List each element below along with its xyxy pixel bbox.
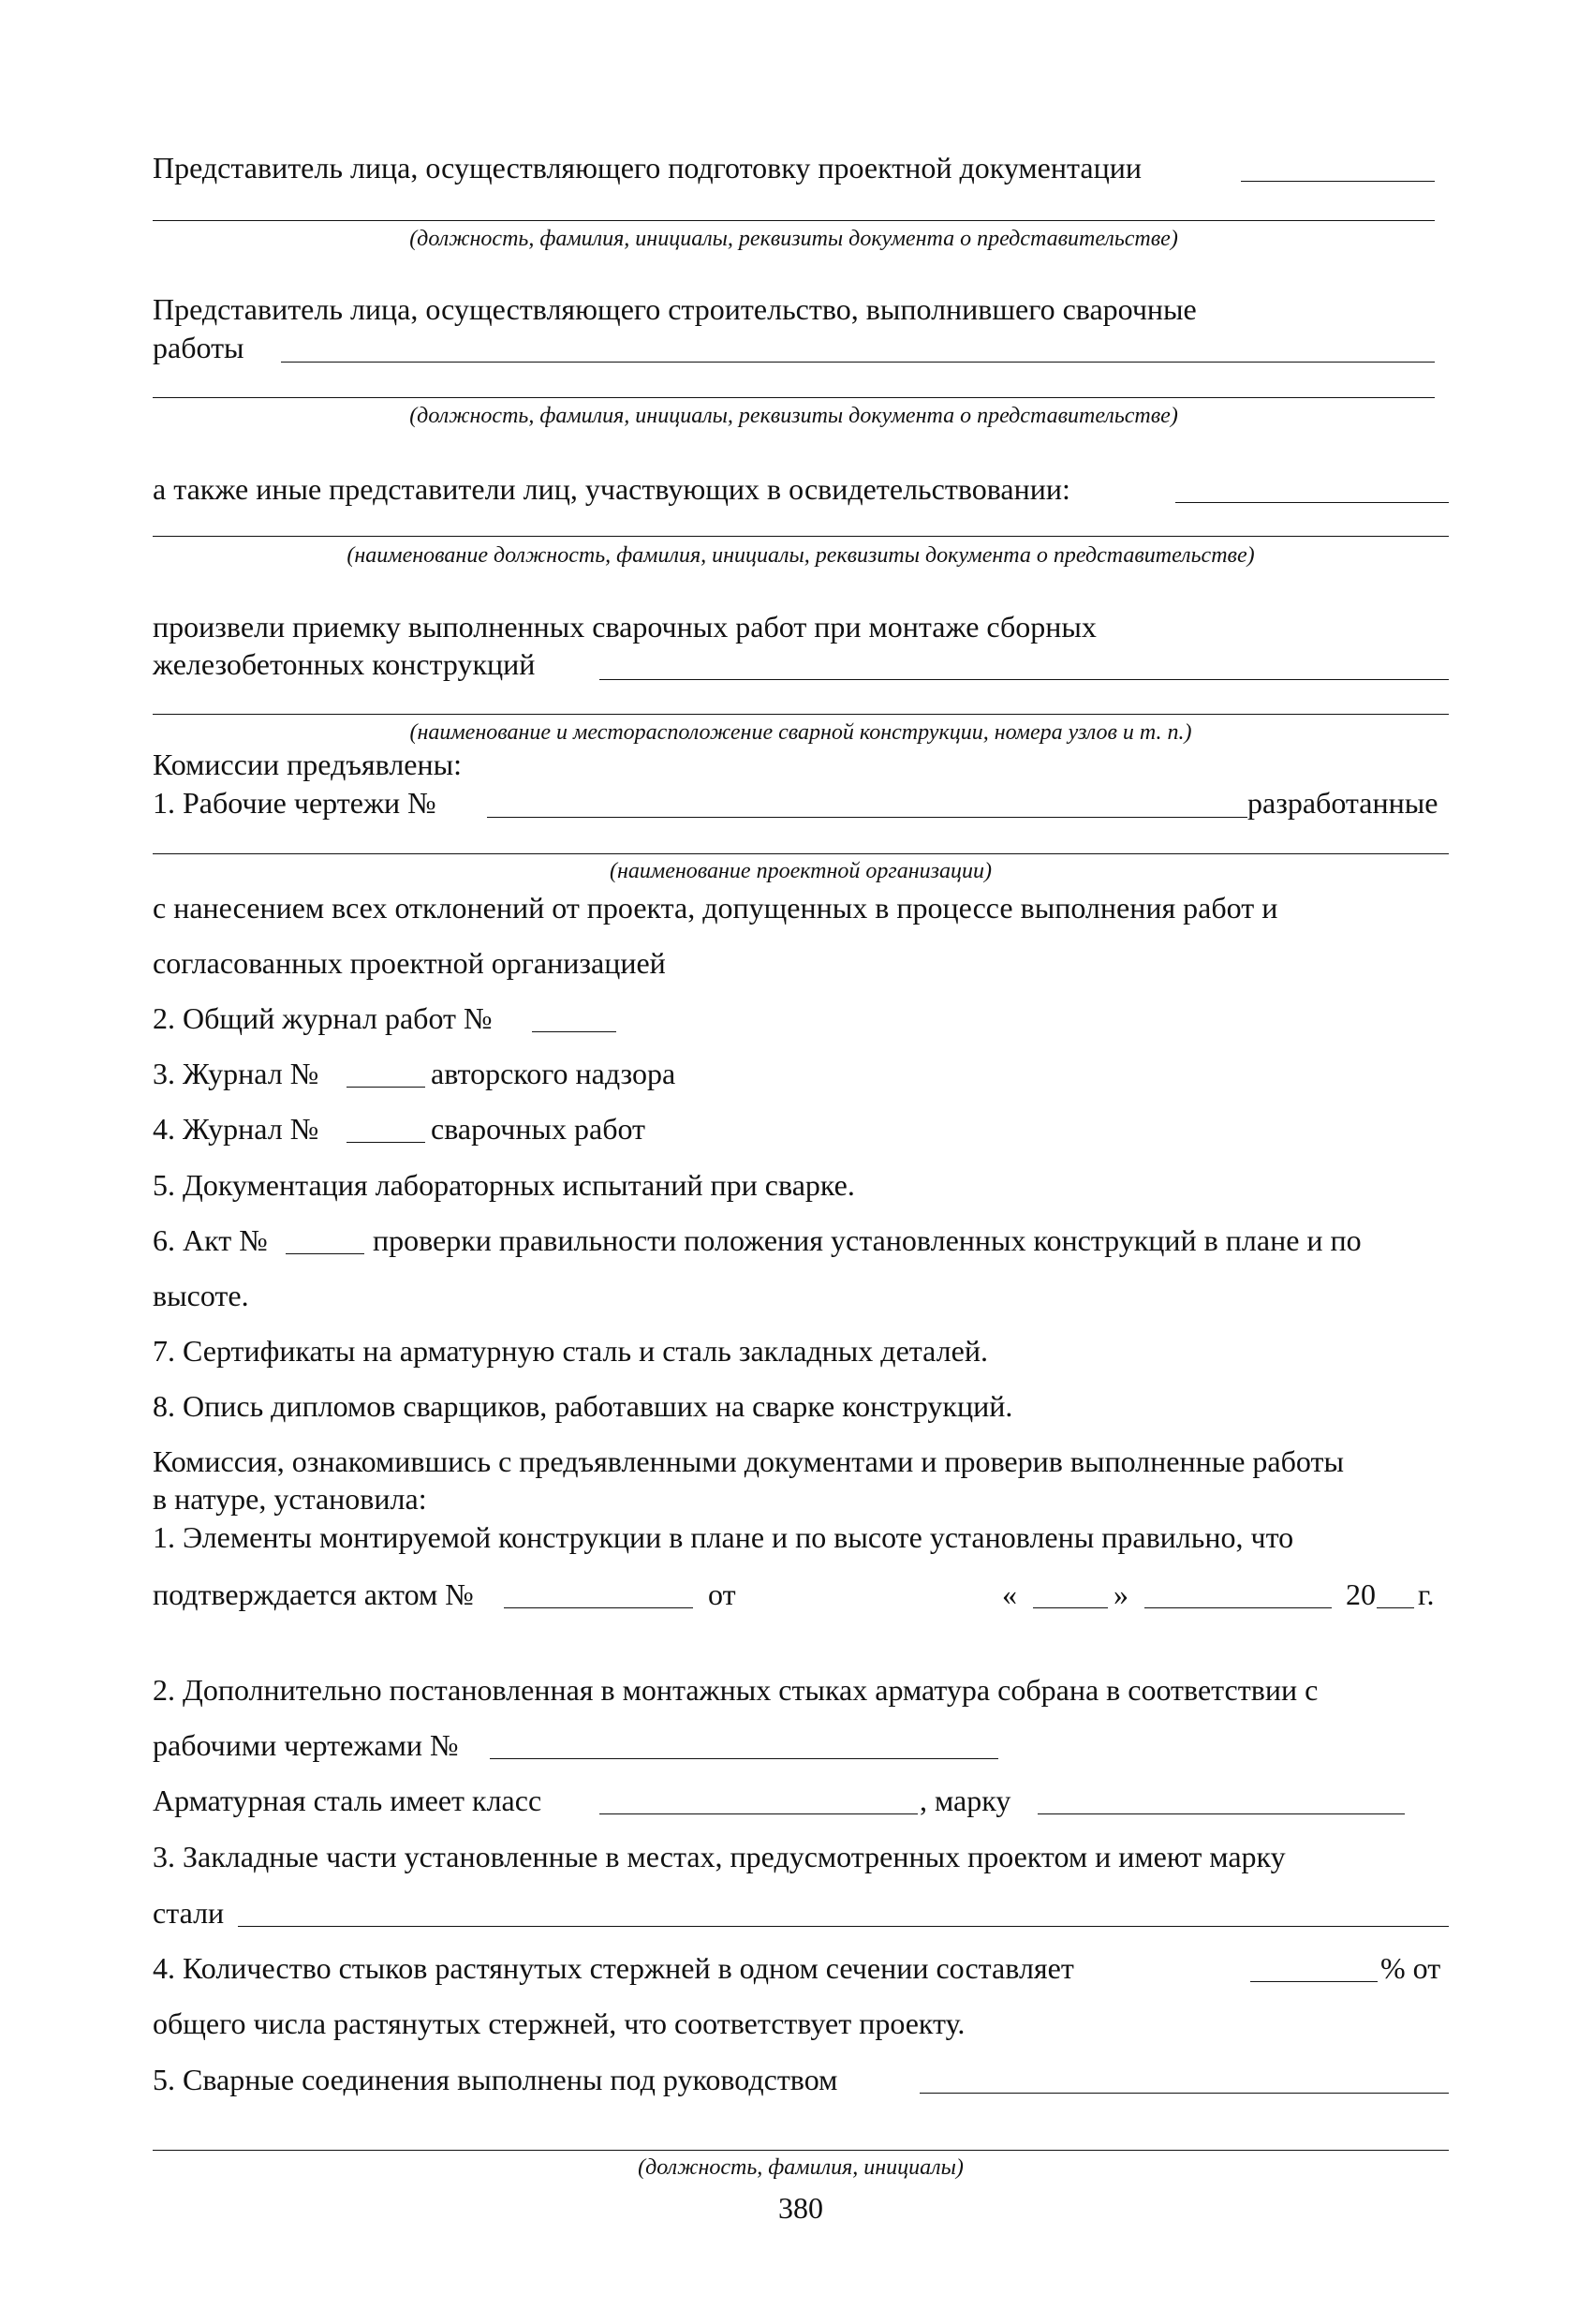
caption-other-representatives: (наименование должность, фамилия, инициалы, реквизиты документа о представительстве): [347, 543, 1255, 568]
finding-5: 5. Сварные соединения выполнены под руководством: [153, 2063, 838, 2096]
finding-2-drawings-blank: [490, 1758, 998, 1759]
date-day-blank: [1033, 1607, 1108, 1608]
rebar-grade-blank: [1038, 1813, 1405, 1814]
general-journal-blank: [532, 1031, 616, 1032]
finding-3: 3. Закладные части установленные в местах, предусмотренных проектом и имеют марку: [153, 1840, 1286, 1873]
item-act: 6. Акт №: [153, 1223, 268, 1257]
designer-representative-line: [153, 220, 1435, 221]
builder-representative-label-2: работы: [153, 331, 244, 364]
date-open-quote: «: [1002, 1577, 1017, 1611]
builder-representative-blank: [281, 362, 1435, 363]
date-year-suffix: г.: [1418, 1577, 1435, 1611]
finding-4: 4. Количество стыков растянутых стержней в одном сечении составляет: [153, 1951, 1074, 1985]
designer-representative-label: Представитель лица, осуществляющего подготовку проектной документации: [153, 151, 1142, 185]
finding-4-2: общего числа растянутых стержней, что соответствует проекту.: [153, 2006, 966, 2040]
date-close-quote: »: [1114, 1577, 1128, 1611]
item-act-description: проверки правильности положения установленных конструкций в плане и по: [373, 1223, 1362, 1257]
acceptance-label: произвели приемку выполненных сварочных работ при монтаже сборных: [153, 610, 1097, 644]
finding-4-percent-label: % от: [1380, 1951, 1441, 1985]
commission-presented-label: Комиссии предъявлены:: [153, 748, 462, 781]
deviations-text: с нанесением всех отклонений от проекта, допущенных в процессе выполнения работ и: [153, 891, 1278, 925]
item-welding-journal: 4. Журнал №: [153, 1112, 319, 1146]
caption-position-name-3: (должность, фамилия, инициалы): [638, 2155, 964, 2180]
caption-position-name: (должность, фамилия, инициалы, реквизиты документа о представительстве): [409, 227, 1178, 251]
item-developed-label: разработанные: [1247, 786, 1438, 820]
item-supervision-label: авторского надзора: [431, 1057, 676, 1090]
finding-5-line: [153, 2150, 1449, 2151]
rebar-class-blank: [599, 1813, 918, 1814]
commission-findings-2: в натуре, установила:: [153, 1482, 427, 1516]
finding-1-act-label: подтверждается актом №: [153, 1577, 474, 1611]
supervision-journal-blank: [347, 1087, 425, 1088]
item-supervision-journal: 3. Журнал №: [153, 1057, 319, 1090]
acceptance-label-2: железобетонных конструкций: [153, 647, 536, 681]
finding-1: 1. Элементы монтируемой конструкции в плане и по высоте установлены правильно, что: [153, 1520, 1294, 1554]
construction-blank: [599, 679, 1449, 680]
caption-design-org: (наименование проектной организации): [609, 859, 992, 883]
designer-representative-blank: [1241, 181, 1435, 182]
builder-representative-label: Представитель лица, осуществляющего строительство, выполнившего сварочные: [153, 292, 1197, 326]
item-certificates: 7. Сертификаты на арматурную сталь и сталь закладных деталей.: [153, 1334, 988, 1368]
finding-1-act-blank: [504, 1607, 693, 1608]
rebar-class-label: Арматурная сталь имеет класс: [153, 1784, 542, 1817]
working-drawings-blank: [487, 817, 1247, 818]
finding-5-blank: [920, 2093, 1449, 2094]
item-diplomas: 8. Опись дипломов сварщиков, работавших на сварке конструкций.: [153, 1389, 1013, 1423]
other-representatives-line: [153, 536, 1449, 537]
finding-1-from-label: от: [708, 1577, 736, 1611]
item-working-drawings: 1. Рабочие чертежи №: [153, 786, 436, 820]
caption-construction: (наименование и месторасположение сварной конструкции, номера узлов и т. п.): [409, 720, 1192, 745]
item-act-description-2: высоте.: [153, 1279, 249, 1312]
caption-position-name-2: (должность, фамилия, инициалы, реквизиты документа о представительстве): [409, 404, 1178, 428]
item-lab-docs: 5. Документация лабораторных испытаний при сварке.: [153, 1168, 855, 1202]
page-number: 380: [778, 2191, 823, 2225]
finding-3-steel-label: стали: [153, 1896, 225, 1930]
commission-findings: Комиссия, ознакомившись с предъявленными документами и проверив выполненные работы: [153, 1444, 1344, 1478]
date-year-prefix: 20: [1346, 1577, 1376, 1611]
finding-2-drawings-label: рабочими чертежами №: [153, 1728, 459, 1762]
act-blank: [286, 1253, 364, 1254]
construction-line: [153, 714, 1449, 715]
finding-3-steel-blank: [238, 1926, 1449, 1927]
builder-representative-line: [153, 397, 1435, 398]
welding-journal-blank: [347, 1142, 425, 1143]
date-month-blank: [1144, 1607, 1332, 1608]
date-year-blank: [1377, 1607, 1414, 1608]
finding-2: 2. Дополнительно постановленная в монтажных стыках арматура собрана в соответствии с: [153, 1673, 1319, 1707]
item-general-journal: 2. Общий журнал работ №: [153, 1001, 493, 1035]
design-org-line: [153, 853, 1449, 854]
item-welding-label: сварочных работ: [431, 1112, 646, 1146]
finding-4-percent-blank: [1250, 1981, 1378, 1982]
other-representatives-blank: [1175, 502, 1449, 503]
rebar-grade-label: , марку: [920, 1784, 1011, 1817]
deviations-text-2: согласованных проектной организацией: [153, 946, 666, 980]
other-representatives-label: а также иные представители лиц, участвующих в освидетельствовании:: [153, 472, 1070, 506]
